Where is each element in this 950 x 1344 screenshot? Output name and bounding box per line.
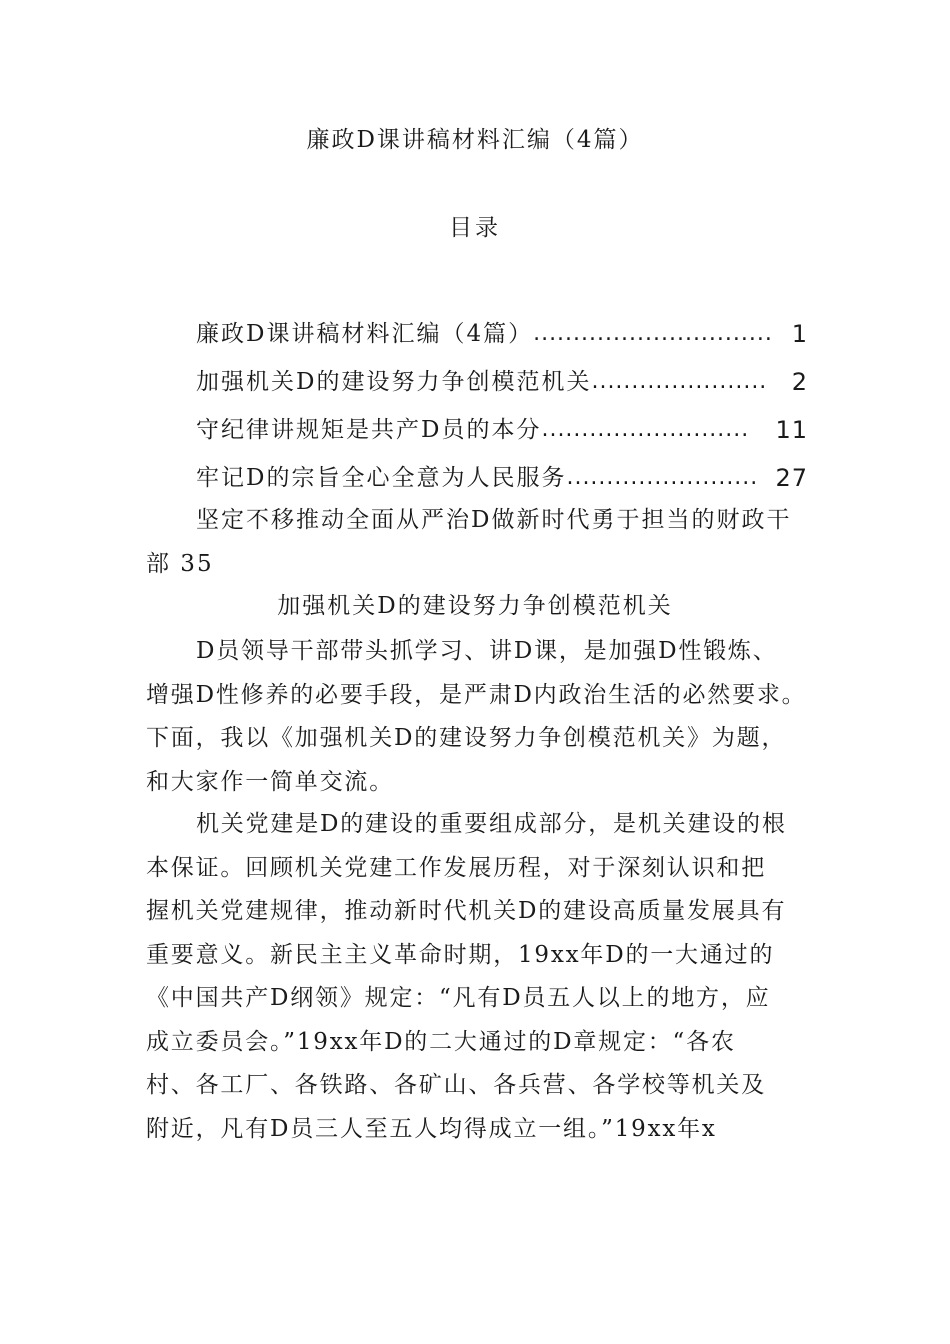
toc-page-number: 27 — [775, 464, 808, 492]
paragraph-line: 《中国共产D纲领》规定：“凡有D员五人以上的地方，应 — [146, 985, 771, 1011]
toc-entry-label: 廉政D课讲稿材料汇编（4篇） — [196, 321, 534, 347]
toc-entry-wrapped[interactable] — [146, 498, 810, 586]
paragraph-line: 机关党建是D的建设的重要组成部分，是机关建设的根 — [196, 811, 787, 837]
paragraph-line: D员领导干部带头抓学习、讲D课，是加强D性锻炼、 — [196, 638, 778, 664]
toc-leader-dots: .............................. — [533, 321, 773, 346]
paragraph-intro — [146, 630, 810, 804]
toc-page-number: 11 — [775, 416, 808, 444]
paragraph-line: 村、各工厂、各铁路、各矿山、各兵营、各学校等机关及 — [146, 1072, 766, 1098]
toc-entry-label: 加强机关D的建设努力争创模范机关 — [196, 369, 592, 395]
toc-entry[interactable] — [196, 402, 808, 450]
paragraph-line: 本保证。回顾机关党建工作发展历程，对于深刻认识和把 — [146, 854, 766, 881]
paragraph-line: 下面，我以《加强机关D的建设努力争创模范机关》为题， — [146, 725, 787, 751]
paragraph-line: 附近，凡有D员三人至五人均得成立一组。”19xx年x — [146, 1115, 717, 1142]
section-title: 加强机关D的建设努力争创模范机关 — [277, 593, 673, 619]
document-title: 廉政D课讲稿材料汇编（4篇） — [306, 127, 644, 153]
toc-wrapped-line-2: 部 35 — [146, 551, 214, 577]
toc-wrapped-line-1: 坚定不移推动全面从严治D做新时代勇于担当的财政干 — [196, 507, 792, 533]
toc-leader-dots: ........................ — [566, 465, 759, 490]
toc-entry-label: 牢记D的宗旨全心全意为人民服务 — [196, 465, 567, 491]
paragraph-line: 握机关党建规律，推动新时代机关D的建设高质量发展具有 — [146, 898, 787, 924]
toc-entry[interactable] — [196, 354, 808, 402]
table-of-contents — [196, 306, 808, 498]
toc-leader-dots: .......................... — [541, 417, 750, 442]
toc-entry[interactable] — [196, 306, 808, 354]
toc-heading: 目录 — [449, 215, 501, 241]
paragraph-history — [146, 803, 810, 1151]
toc-entry-label: 守纪律讲规矩是共产D员的本分 — [196, 417, 542, 443]
paragraph-line: 和大家作一简单交流。 — [146, 768, 394, 795]
toc-leader-dots: ...................... — [591, 369, 768, 394]
paragraph-line: 增强D性修养的必要手段，是严肃D内政治生活的必然要求。 — [146, 681, 807, 708]
paragraph-line: 重要意义。新民主主义革命时期，19xx年D的一大通过的 — [146, 941, 775, 968]
toc-entry[interactable] — [196, 450, 808, 498]
paragraph-line: 成立委员会。”19xx年D的二大通过的D章规定：“各农 — [146, 1028, 736, 1055]
toc-page-number: 2 — [791, 368, 808, 396]
toc-page-number: 1 — [791, 320, 808, 348]
